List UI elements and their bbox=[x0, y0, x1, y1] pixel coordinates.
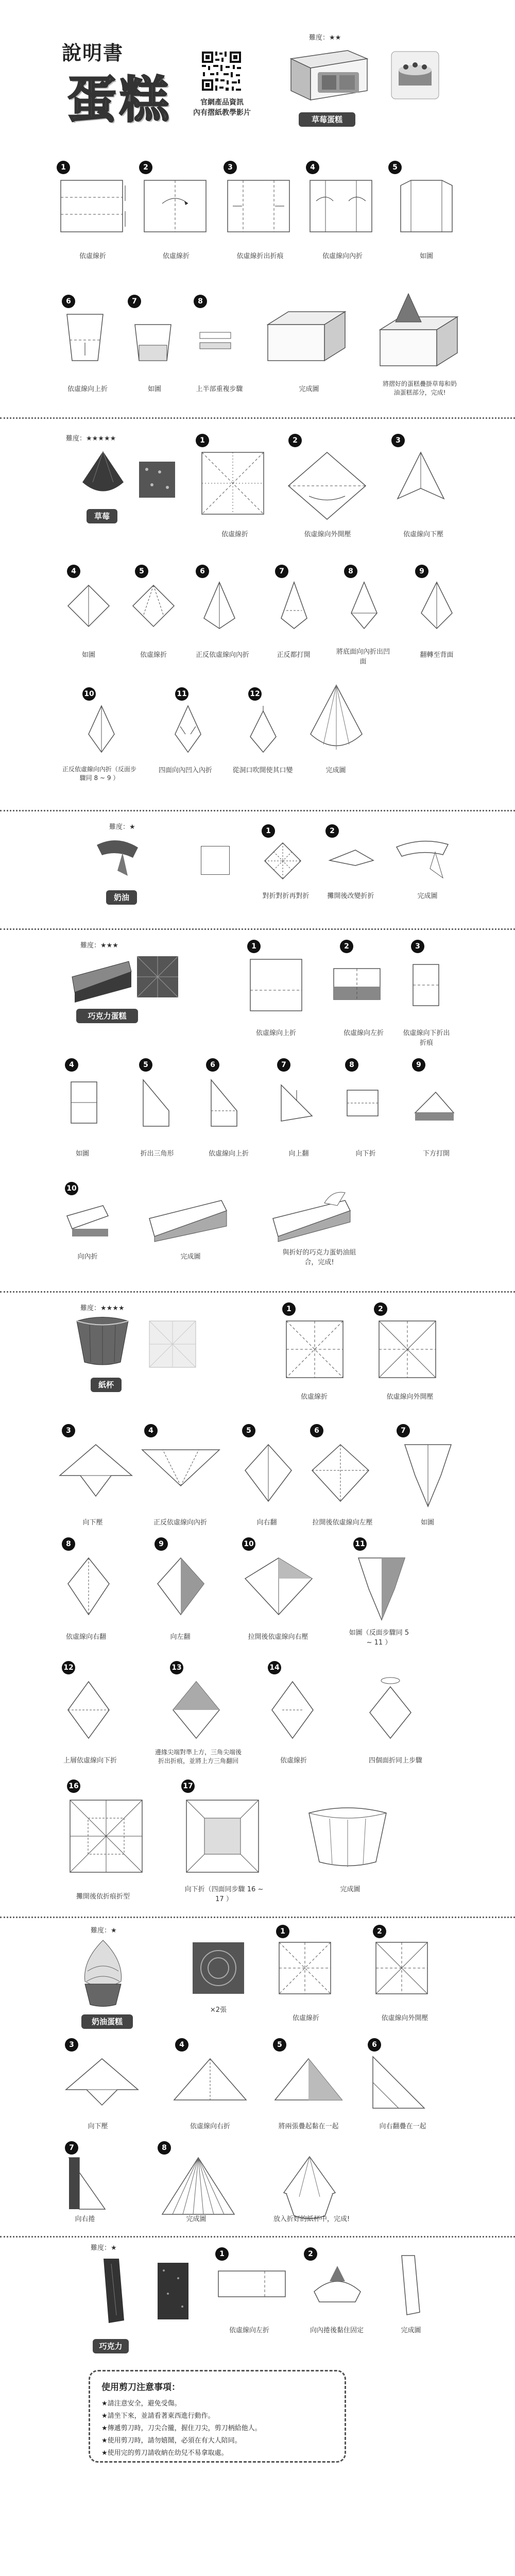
step-number: 6 bbox=[196, 565, 209, 578]
step-caption: 完成圖 bbox=[180, 1253, 201, 1261]
step-caption: 如圖 bbox=[419, 252, 433, 260]
step-number: 17 bbox=[181, 1780, 195, 1793]
cream-cake-finished-diagram bbox=[281, 2157, 338, 2218]
choco-cake-step-7-diagram bbox=[281, 1085, 317, 1126]
choco-cake-step-1-diagram bbox=[250, 959, 307, 1016]
choco-cake-step-5-diagram bbox=[143, 1080, 174, 1131]
notes-item: ★請注意安全，避免受傷。 bbox=[101, 2400, 181, 2408]
step-number: 5 bbox=[388, 161, 402, 174]
cup-step-13-diagram bbox=[173, 1682, 219, 1738]
step-caption: 依虛線向右翻 bbox=[65, 1633, 106, 1641]
step-caption: 依虛線向上折 bbox=[208, 1150, 249, 1158]
step-caption: 將兩張疊起黏在一起 bbox=[278, 2123, 339, 2130]
choco-cake-step-4-diagram bbox=[71, 1082, 102, 1128]
step-caption: 攤開後依折痕折型 bbox=[76, 1893, 130, 1901]
cup-step-9-diagram bbox=[158, 1558, 204, 1615]
cup-step-1-diagram bbox=[286, 1321, 348, 1383]
strawberry-step-7-diagram bbox=[281, 582, 307, 629]
cup-step-2-diagram bbox=[379, 1321, 441, 1383]
strawberry-section bbox=[0, 422, 515, 799]
box-assembled-diagram bbox=[380, 294, 462, 366]
step-number: 3 bbox=[65, 2038, 78, 2052]
notes-item: ★使用剪刀時，請勿嬉鬧，必須在有大人陪同。 bbox=[101, 2437, 242, 2445]
step-caption: 依虛線向外開壓 bbox=[386, 1393, 434, 1401]
step-caption: 依虛線向外開壓 bbox=[304, 531, 351, 538]
choco-cake-step-2-diagram bbox=[334, 969, 385, 1010]
cream-step-1-diagram bbox=[265, 843, 301, 879]
step-number: 12 bbox=[248, 687, 262, 701]
cup-step-11-diagram bbox=[358, 1558, 405, 1620]
step-caption: 向右翻 bbox=[256, 1519, 277, 1527]
step-caption: 完成圖 bbox=[417, 892, 438, 900]
cake-big-title: 蛋糕 bbox=[67, 71, 172, 129]
cup-step-5-diagram bbox=[245, 1445, 291, 1501]
cream-cake-step-5-diagram bbox=[275, 2059, 342, 2105]
step-number: 8 bbox=[62, 1537, 75, 1551]
box-step-3-diagram bbox=[228, 180, 295, 232]
step-caption: 正反依虛線向內折（反面步驟同 8 ~ 9 ） bbox=[62, 766, 136, 782]
strawberry-step-6-diagram bbox=[204, 582, 235, 629]
step-number: 1 bbox=[57, 161, 70, 174]
qr-caption-1: 官網產品資訊 bbox=[200, 98, 244, 107]
step-number: 2 bbox=[340, 940, 353, 953]
cream-cake-paper-pattern bbox=[193, 1942, 244, 1994]
cup-step-12-diagram bbox=[68, 1682, 109, 1738]
step-caption: 如圖（反面步驟同 5 ~ 11 ） bbox=[349, 1629, 409, 1647]
cup-step-8-diagram bbox=[68, 1558, 109, 1615]
step-caption: 與折好的巧克力蛋奶油組合，完成! bbox=[282, 1249, 356, 1266]
step-number: 12 bbox=[62, 1661, 75, 1674]
cream-cake-step-4-diagram bbox=[174, 2059, 246, 2105]
cream-cake-step-6-diagram bbox=[373, 2057, 430, 2113]
step-number: 1 bbox=[262, 824, 275, 838]
qr-code-icon[interactable] bbox=[200, 49, 243, 93]
step-number: 5 bbox=[139, 1058, 152, 1072]
strawberry-paper-pattern bbox=[139, 462, 175, 498]
step-number: 10 bbox=[242, 1537, 255, 1551]
step-number: 7 bbox=[275, 565, 288, 578]
choco-cake-step-10-diagram bbox=[67, 1206, 113, 1242]
strawberry-step-11-diagram bbox=[175, 706, 201, 752]
step-number: 11 bbox=[175, 687, 188, 701]
box-section bbox=[0, 155, 515, 412]
step-caption: 依虛線折 bbox=[79, 252, 106, 260]
strawberry-difficulty: 難度：★★★★★ bbox=[66, 435, 116, 443]
qr-caption-2: 內有摺紙教學影片 bbox=[193, 109, 251, 117]
box-step-4-diagram bbox=[310, 180, 377, 232]
step-caption: 向右翻疊在一起 bbox=[379, 2123, 426, 2130]
chocolate-step-1-diagram bbox=[218, 2271, 290, 2302]
step-number: 9 bbox=[154, 1537, 168, 1551]
cup-step-14-diagram bbox=[272, 1682, 313, 1738]
cream-cake-section bbox=[0, 1922, 515, 2226]
step-caption: 翻轉至背面 bbox=[420, 651, 454, 659]
cup-paper-pattern bbox=[149, 1321, 196, 1367]
step-caption: 向下折（四面同步驟 16 ~ 17 ） bbox=[184, 1886, 264, 1903]
cream-cake-label: 奶油蛋糕 bbox=[81, 2014, 133, 2029]
choco-cake-difficulty: 難度：★★★ bbox=[80, 942, 118, 950]
step-caption: 四個面折同上步驟 bbox=[368, 1757, 422, 1765]
finished-cake-image bbox=[389, 49, 441, 101]
step-number: 4 bbox=[65, 1058, 78, 1072]
step-caption: 將底面向內折出凹面 bbox=[336, 648, 390, 666]
step-caption: 依虛線向內折 bbox=[322, 252, 363, 260]
cup-photo bbox=[74, 1316, 131, 1367]
step-number: 8 bbox=[194, 295, 207, 308]
step-caption: 依虛線折出折痕 bbox=[236, 252, 284, 260]
chocolate-difficulty: 難度：★ bbox=[91, 2244, 117, 2252]
cream-label: 奶油 bbox=[106, 890, 137, 905]
step-caption: 依虛線折 bbox=[292, 2014, 319, 2022]
section-divider bbox=[0, 810, 515, 811]
section-divider bbox=[0, 2236, 515, 2238]
step-number: 5 bbox=[135, 565, 148, 578]
step-caption: 完成圖 bbox=[299, 385, 319, 393]
cup-step-10-diagram bbox=[245, 1558, 312, 1615]
step-number: 2 bbox=[325, 824, 339, 838]
product-label: 草莓蛋糕 bbox=[299, 112, 355, 127]
manual-small-title: 說明書 bbox=[62, 42, 124, 64]
step-number: 3 bbox=[224, 161, 237, 174]
step-caption: 向下壓 bbox=[82, 1519, 103, 1527]
step-number: 6 bbox=[62, 295, 75, 308]
step-number: 8 bbox=[158, 2141, 171, 2155]
step-caption: 完成圖 bbox=[325, 767, 346, 774]
notes-item: ★傳遞剪刀時，刀尖合攏，握住刀尖，剪刀柄給他人。 bbox=[101, 2425, 262, 2432]
strawberry-photo bbox=[77, 451, 129, 498]
cup-step-16-diagram bbox=[70, 1800, 147, 1877]
choco-cake-photo bbox=[72, 956, 134, 1003]
cup-step-6-diagram bbox=[312, 1445, 369, 1501]
step-caption: 向右捲 bbox=[75, 2215, 95, 2223]
step-number: 10 bbox=[65, 1182, 78, 1195]
section-divider bbox=[0, 1917, 515, 1918]
box-finished-diagram bbox=[268, 309, 350, 366]
step-number: 4 bbox=[175, 2038, 188, 2052]
cream-section bbox=[0, 814, 515, 917]
strawberry-step-3-diagram bbox=[398, 452, 444, 519]
cup-section bbox=[0, 1295, 515, 1919]
step-caption: 向內捲後黏住固定 bbox=[310, 2327, 364, 2334]
step-caption: 完成圖 bbox=[340, 1886, 360, 1893]
step-number: 2 bbox=[374, 1302, 387, 1316]
notes-item: ★使用完的剪刀請收納在幼兒不易拿取處。 bbox=[101, 2449, 228, 2457]
cup-difficulty: 難度：★★★★ bbox=[80, 1304, 125, 1312]
step-number: 3 bbox=[391, 434, 405, 447]
step-caption: 拉開後依虛線向左壓 bbox=[312, 1519, 373, 1527]
step-number: 13 bbox=[170, 1661, 183, 1674]
step-caption: 依虛線折 bbox=[221, 531, 248, 538]
step-caption: 如圖 bbox=[75, 1150, 89, 1158]
step-caption: 上半部重複步驟 bbox=[196, 385, 243, 393]
step-number: 3 bbox=[411, 940, 424, 953]
step-caption: 向內折 bbox=[77, 1253, 98, 1261]
step-caption: 依虛線向左折 bbox=[229, 2327, 269, 2334]
chocolate-finished-diagram bbox=[397, 2256, 422, 2317]
strawberry-finished-diagram bbox=[308, 685, 365, 757]
step-caption: 正反依虛線向內折 bbox=[153, 1519, 207, 1527]
cup-label: 紙杯 bbox=[91, 1378, 122, 1392]
box-step-5-diagram bbox=[396, 180, 457, 237]
step-caption: 向左翻 bbox=[170, 1633, 191, 1641]
step-caption: 上層依虛線向下折 bbox=[63, 1757, 117, 1765]
step-number: 7 bbox=[397, 1424, 410, 1437]
step-caption: 正反依虛線向內折 bbox=[195, 651, 249, 659]
step-number: 1 bbox=[215, 2247, 229, 2261]
strawberry-step-2-diagram bbox=[288, 452, 366, 519]
cup-step-3-diagram bbox=[60, 1445, 132, 1496]
chocolate-photo bbox=[101, 2259, 127, 2326]
choco-cake-step-9-diagram bbox=[415, 1092, 456, 1123]
step-number: 16 bbox=[67, 1780, 80, 1793]
step-caption: 攤開後改變折折 bbox=[327, 892, 374, 900]
step-number: 6 bbox=[206, 1058, 219, 1072]
step-caption: 依虛線折 bbox=[300, 1393, 328, 1401]
header-difficulty: 難度：★★ bbox=[309, 34, 341, 42]
step-number: 2 bbox=[288, 434, 302, 447]
section-divider bbox=[0, 928, 515, 930]
cream-difficulty: 難度：★ bbox=[109, 823, 135, 831]
step-caption: 完成圖 bbox=[401, 2327, 421, 2334]
strawberry-step-10-diagram bbox=[89, 706, 114, 752]
choco-cake-step-6-diagram bbox=[211, 1080, 242, 1131]
step-caption: 四面向內凹入內折 bbox=[158, 767, 212, 774]
step-caption: 邊緣尖端對準上方，三角尖端後折出折痕，並將上方三角翻回 bbox=[154, 1749, 242, 1765]
step-caption: 如圖 bbox=[147, 385, 161, 393]
choco-cake-label: 巧克力蛋糕 bbox=[76, 1009, 138, 1023]
step-number: 5 bbox=[242, 1424, 255, 1437]
cream-step-2-diagram bbox=[330, 850, 376, 871]
step-number: 7 bbox=[128, 295, 141, 308]
step-caption: 如圖 bbox=[420, 1519, 434, 1527]
notes-item: ★請坐下來，並請看著東西進行動作。 bbox=[101, 2412, 215, 2420]
box-step-1-diagram bbox=[61, 180, 128, 232]
step-caption: 下方打開 bbox=[422, 1150, 450, 1158]
cream-cake-step-2-diagram bbox=[376, 1942, 433, 1999]
step-number: 10 bbox=[82, 687, 96, 701]
step-number: 6 bbox=[310, 1424, 323, 1437]
step-number: 4 bbox=[67, 565, 80, 578]
step-number: 3 bbox=[62, 1424, 75, 1437]
step-caption: 放入折好的紙杯中，完成! bbox=[273, 2215, 350, 2223]
strawberry-step-8-diagram bbox=[351, 582, 377, 629]
choco-cake-step-3-diagram bbox=[413, 964, 444, 1011]
step-caption: 依虛線向上折 bbox=[67, 385, 108, 393]
step-number: 1 bbox=[282, 1302, 296, 1316]
cream-photo bbox=[97, 835, 138, 876]
step-caption: 如圖 bbox=[81, 651, 95, 659]
cream-cake-step-7-diagram bbox=[69, 2158, 110, 2214]
step-number: 6 bbox=[368, 2038, 381, 2052]
step-number: 8 bbox=[345, 1058, 358, 1072]
step-number: 9 bbox=[415, 565, 428, 578]
choco-cake-section bbox=[0, 933, 515, 1283]
chocolate-paper-pattern bbox=[158, 2263, 188, 2319]
step-number: 14 bbox=[268, 1661, 281, 1674]
step-caption: ×2張 bbox=[210, 2006, 227, 2014]
step-caption: 折出三角形 bbox=[140, 1150, 174, 1158]
step-caption: 完成圖 bbox=[186, 2215, 207, 2223]
step-number: 1 bbox=[247, 940, 261, 953]
step-number: 4 bbox=[306, 161, 319, 174]
step-caption: 依虛線折 bbox=[162, 252, 190, 260]
step-number: 7 bbox=[65, 2141, 78, 2155]
step-caption: 依虛線向外開壓 bbox=[381, 2014, 428, 2022]
cream-paper-square bbox=[201, 846, 230, 875]
strawberry-step-5-diagram bbox=[133, 585, 174, 626]
cup-step-15-diagram bbox=[370, 1676, 411, 1738]
step-caption: 正反都打開 bbox=[277, 651, 311, 659]
product-box-image bbox=[286, 43, 371, 105]
step-caption: 依虛線向上折 bbox=[255, 1029, 296, 1037]
box-step-6-diagram bbox=[67, 314, 108, 366]
step-number: 4 bbox=[144, 1424, 158, 1437]
header bbox=[0, 0, 515, 155]
cup-step-7-diagram bbox=[405, 1445, 451, 1506]
chocolate-label: 巧克力 bbox=[93, 2339, 129, 2353]
step-caption: 依虛線折 bbox=[140, 651, 167, 659]
cream-cake-photo bbox=[77, 1940, 129, 2007]
section-divider bbox=[0, 1291, 515, 1293]
step-number: 8 bbox=[344, 565, 357, 578]
step-number: 7 bbox=[277, 1058, 290, 1072]
choco-cake-finished-diagram bbox=[149, 1200, 232, 1242]
strawberry-step-1-diagram bbox=[202, 452, 269, 519]
step-number: 1 bbox=[276, 1925, 289, 1938]
step-caption: 向上翻 bbox=[288, 1150, 309, 1158]
cup-step-4-diagram bbox=[142, 1445, 219, 1491]
step-caption: 對折對折再對折 bbox=[262, 892, 310, 900]
step-caption: 從洞口吹開使其口變 bbox=[232, 767, 293, 774]
step-caption: 依虛線折 bbox=[280, 1757, 307, 1765]
step-caption: 將摺好的蛋糕疊掛草莓和奶油蛋糕部分，完成! bbox=[382, 380, 457, 396]
step-caption: 依虛線向左折 bbox=[343, 1029, 384, 1037]
choco-cake-step-8-diagram bbox=[347, 1085, 383, 1126]
strawberry-step-4-diagram bbox=[68, 585, 109, 626]
step-number: 1 bbox=[196, 434, 209, 447]
cream-cake-step-1-diagram bbox=[279, 1942, 336, 1999]
step-number: 2 bbox=[139, 161, 152, 174]
choco-cake-paper-pattern bbox=[137, 956, 178, 997]
cream-cake-difficulty: 難度：★ bbox=[91, 1927, 117, 1935]
step-number: 9 bbox=[412, 1058, 425, 1072]
scissor-notes-box bbox=[89, 2370, 346, 2463]
step-number: 2 bbox=[373, 1925, 386, 1938]
step-number: 5 bbox=[273, 2038, 286, 2052]
step-number: 11 bbox=[353, 1537, 367, 1551]
strawberry-step-12-diagram bbox=[250, 706, 276, 752]
step-caption: 依虛線向下壓 bbox=[403, 531, 443, 538]
chocolate-step-2-diagram bbox=[309, 2261, 366, 2307]
step-caption: 拉開後依虛線向右壓 bbox=[248, 1633, 308, 1641]
cup-finished-diagram bbox=[309, 1805, 386, 1867]
box-step-2-diagram bbox=[144, 180, 211, 232]
notes-title: 使用剪刀注意事項： bbox=[101, 2382, 180, 2393]
strawberry-label: 草莓 bbox=[87, 509, 117, 523]
box-step-7-diagram bbox=[135, 325, 176, 366]
box-step-8-diagram bbox=[200, 332, 236, 358]
step-caption: 向下壓 bbox=[88, 2123, 108, 2130]
cream-cake-step-8-diagram bbox=[160, 2158, 237, 2219]
choco-cake-assembled-diagram bbox=[273, 1190, 360, 1242]
step-caption: 依虛線向右折 bbox=[190, 2123, 230, 2130]
cream-cake-step-3-diagram bbox=[66, 2059, 138, 2105]
strawberry-step-9-diagram bbox=[421, 582, 452, 629]
step-number: 2 bbox=[304, 2247, 317, 2261]
cup-step-17-diagram bbox=[186, 1800, 264, 1877]
section-divider bbox=[0, 417, 515, 419]
cream-finished-diagram bbox=[397, 837, 453, 878]
step-caption: 向下折 bbox=[355, 1150, 376, 1158]
step-caption: 依虛線向下折出折痕 bbox=[403, 1029, 450, 1047]
